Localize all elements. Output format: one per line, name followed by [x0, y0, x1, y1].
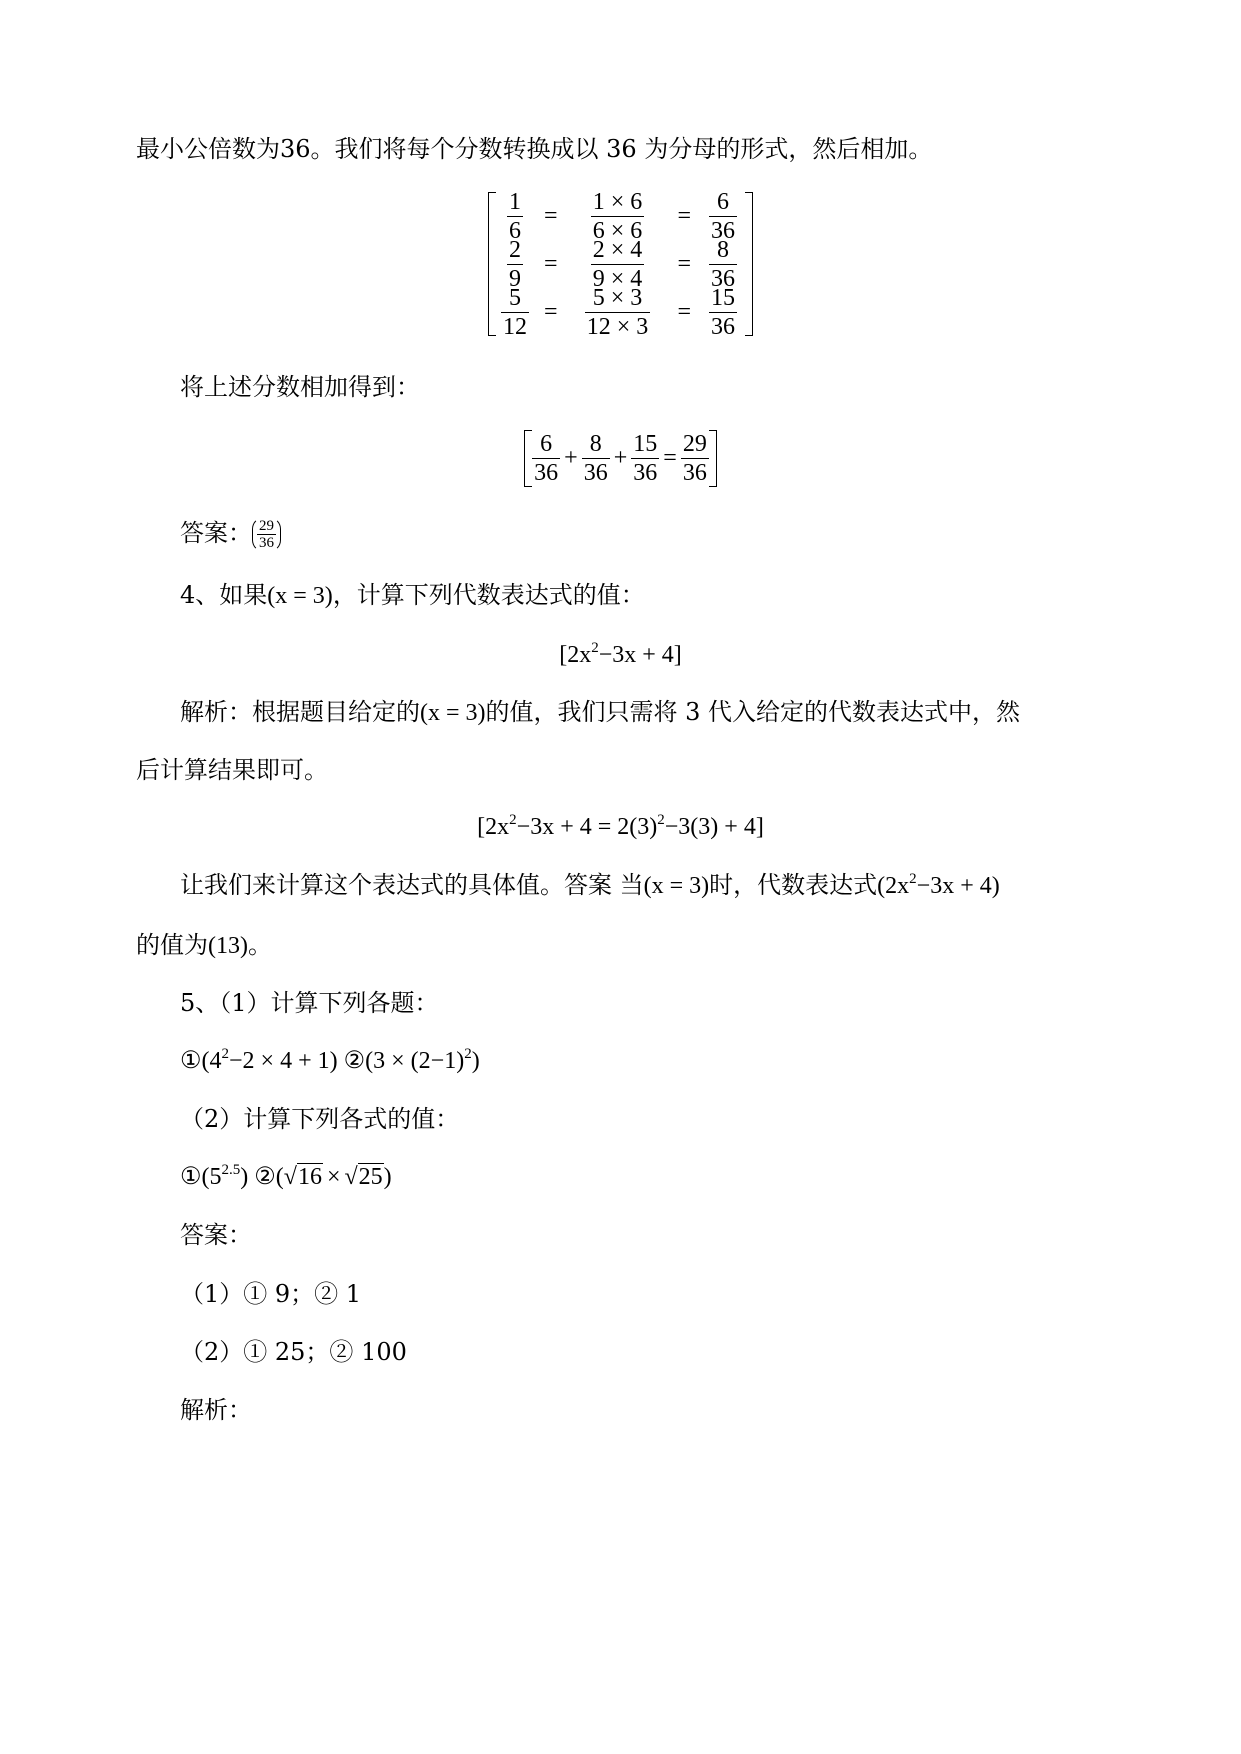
answer-fraction-line: 答案： $\frac{29}{36}$ [180, 517, 281, 552]
matrix-row: $\frac{5}{12}$ = $\frac{5 \times 3}{12 \times 3}$ = $\frac{15}{36}$ [502, 284, 736, 340]
matrix-row: $\frac{2}{9}$ = $\frac{2 \times 4}{9 \times 4}$ = $\frac{8}{36}$ [508, 236, 736, 292]
paragraph-result-cont: 的值为(13)。 [136, 931, 272, 959]
paragraph-result: 让我们来计算这个表达式的具体值。答案 当(x = 3)时，代数表达式$(2x^2-3x + 4)$ [180, 871, 1000, 899]
fraction-conversion-matrix [0, 188, 1241, 340]
fraction-sum-equation: $\frac{6}{36}$ + $\frac{8}{36}$ + $\frac{15}{36}$ = $\frac{29}{36}$ [0, 430, 1241, 487]
question-5-part-1: 5、（1）计算下列各题： [180, 989, 439, 1017]
answer-label: 答案： [180, 1221, 252, 1249]
question-4: 4、如果(x = 3)，计算下列代数表达式的值： [180, 581, 645, 609]
matrix-row: $\frac{1}{6}$ = $\frac{1 \times 6}{6 \times 6}$ = $\frac{6}{36}$ [508, 188, 736, 244]
answer-part-2: （2）① 25；② 100 [180, 1338, 407, 1366]
question-5-items-2: $①(5^{2.5})$ ②(√16 × √25) [180, 1162, 392, 1190]
paragraph-analysis: 解析：根据题目给定的(x = 3)的值，我们只需将 3 代入给定的代数表达式中，然 [180, 698, 1021, 726]
expression-1: $[2x^2-3x + 4]$ [559, 640, 682, 668]
analysis-label: 解析： [180, 1396, 252, 1424]
expression-2: $[2x^2-3x + 4 = 2(3)^2-3(3) + 4]$ [477, 812, 764, 840]
question-5-part-2: （2）计算下列各式的值： [180, 1105, 460, 1133]
answer-part-1: （1）① 9；② 1 [180, 1280, 362, 1308]
paragraph-lcm: 最小公倍数为36。我们将每个分数转换成以 36 为分母的形式，然后相加。 [136, 135, 933, 163]
paragraph-sum-intro: 将上述分数相加得到： [180, 373, 420, 401]
question-5-items-1: $①(4^2-2 \times 4 + 1)$ ②(3 × $(2-1)^2$) [180, 1046, 480, 1074]
paragraph-analysis-cont: 后计算结果即可。 [136, 756, 328, 784]
